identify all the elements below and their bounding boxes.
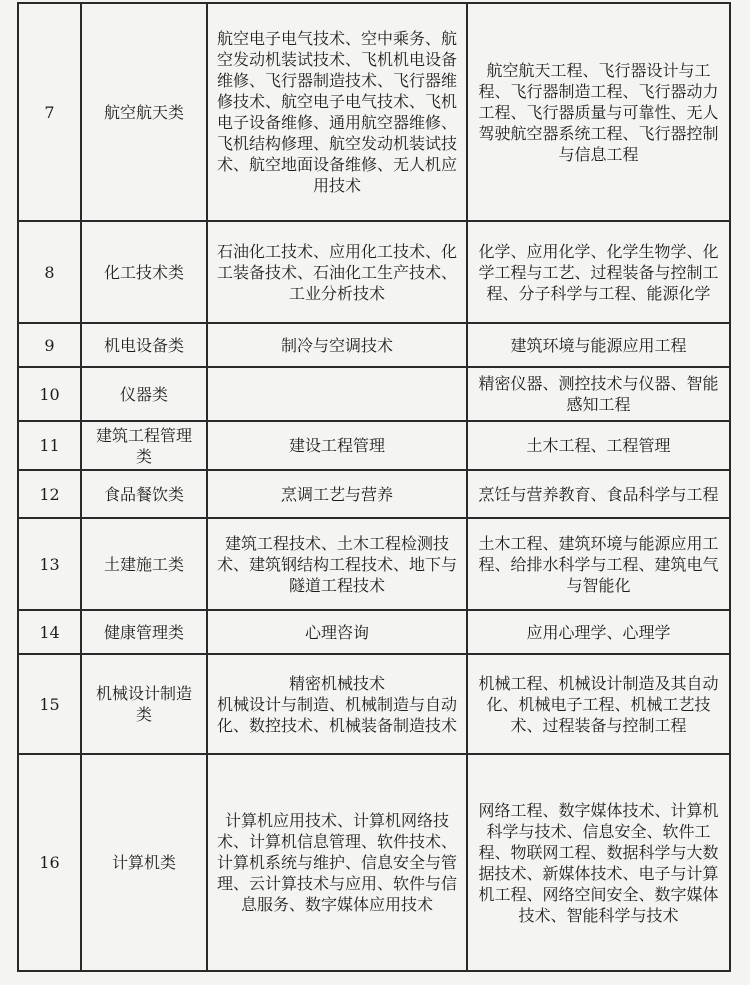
vocational-majors-cell xyxy=(207,654,467,754)
category-line: 类 xyxy=(135,705,152,724)
category-cell xyxy=(81,654,207,754)
undergraduate-majors-cell: 化学、应用化学、化学生物学、化学工程与工艺、过程装备与控制工程、分子科学与工程、能源化学 xyxy=(467,221,730,323)
category-cell: 仪器类 xyxy=(81,367,207,421)
vocational-majors-cell: 建筑工程技术、土木工程检测技术、建筑钢结构工程技术、地下与隧道工程技术 xyxy=(207,518,467,610)
table-row xyxy=(18,323,730,367)
category-cell: 土建施工类 xyxy=(81,518,207,610)
category-cell: 健康管理类 xyxy=(81,610,207,654)
category-cell xyxy=(81,421,207,470)
vocational-line: 机械设计与制造、机械制造与自动化、数控技术、机械装备制造技术 xyxy=(216,694,457,735)
vocational-line: 精密机械技术 xyxy=(288,673,385,693)
table-row xyxy=(18,3,730,221)
category-cell: 航空航天类 xyxy=(81,3,207,221)
category-cell: 食品餐饮类 xyxy=(81,470,207,518)
category-cell: 机电设备类 xyxy=(81,323,207,367)
category-cell: 化工技术类 xyxy=(81,221,207,323)
row-number: 13 xyxy=(18,518,81,610)
vocational-majors-cell: 建设工程管理 xyxy=(207,421,467,470)
row-number: 12 xyxy=(18,470,81,518)
vocational-majors-cell: 制冷与空调技术 xyxy=(207,323,467,367)
table-row xyxy=(18,610,730,654)
vocational-majors-cell: 计算机应用技术、计算机网络技术、计算机信息管理、软件技术、计算机系统与维护、信息安全与管理、云计算技术与应用、软件与信息服务、数字媒体应用技术 xyxy=(207,754,467,971)
row-number: 15 xyxy=(18,654,81,754)
vocational-majors-cell: 烹调工艺与营养 xyxy=(207,470,467,518)
undergraduate-majors-cell: 应用心理学、心理学 xyxy=(467,610,730,654)
table-row xyxy=(18,470,730,518)
row-number: 8 xyxy=(18,221,81,323)
table-row xyxy=(18,221,730,323)
vocational-majors-cell: 石油化工技术、应用化工技术、化工装备技术、石油化工生产技术、工业分析技术 xyxy=(207,221,467,323)
category-cell: 计算机类 xyxy=(81,754,207,971)
major-mapping-table xyxy=(17,2,731,972)
category-line: 类 xyxy=(135,446,152,466)
undergraduate-majors-cell: 土木工程、建筑环境与能源应用工程、给排水科学与工程、建筑电气与智能化 xyxy=(467,518,730,610)
row-number: 16 xyxy=(18,754,81,971)
row-number: 9 xyxy=(18,323,81,367)
vocational-majors-cell: 心理咨询 xyxy=(207,610,467,654)
table-row xyxy=(18,367,730,421)
undergraduate-majors-cell: 烹饪与营养教育、食品科学与工程 xyxy=(467,470,730,518)
row-number: 7 xyxy=(18,3,81,221)
undergraduate-majors-cell: 土木工程、工程管理 xyxy=(467,421,730,470)
undergraduate-majors-cell: 建筑环境与能源应用工程 xyxy=(467,323,730,367)
table-row xyxy=(18,754,730,971)
table-row xyxy=(18,421,730,470)
vocational-majors-cell xyxy=(207,367,467,421)
category-line: 建筑工程管理 xyxy=(95,425,192,445)
vocational-majors-cell: 航空电子电气技术、空中乘务、航空发动机装试技术、飞机机电设备维修、飞行器制造技术、飞行器维修技术、航空电子电气技术、飞机电子设备维修、通用航空器维修、飞机结构修理、航空发动机装试技术、航空地面设备维修、无人机应用技术 xyxy=(207,3,467,221)
row-number: 11 xyxy=(18,421,81,470)
undergraduate-majors-cell: 航空航天工程、飞行器设计与工程、飞行器制造工程、飞行器动力工程、飞行器质量与可靠性、无人驾驶航空器系统工程、飞行器控制与信息工程 xyxy=(467,3,730,221)
undergraduate-majors-cell: 网络工程、数字媒体技术、计算机科学与技术、信息安全、软件工程、物联网工程、数据科学与大数据技术、新媒体技术、电子与计算机工程、网络空间安全、数字媒体技术、智能科学与技术 xyxy=(467,754,730,971)
category-line: 机械设计制造 xyxy=(95,684,192,703)
undergraduate-majors-cell: 机械工程、机械设计制造及其自动化、机械电子工程、机械工艺技术、过程装备与控制工程 xyxy=(467,654,730,754)
table-row xyxy=(18,654,730,754)
row-number: 14 xyxy=(18,610,81,654)
row-number: 10 xyxy=(18,367,81,421)
table-row xyxy=(18,518,730,610)
undergraduate-majors-cell: 精密仪器、测控技术与仪器、智能感知工程 xyxy=(467,367,730,421)
